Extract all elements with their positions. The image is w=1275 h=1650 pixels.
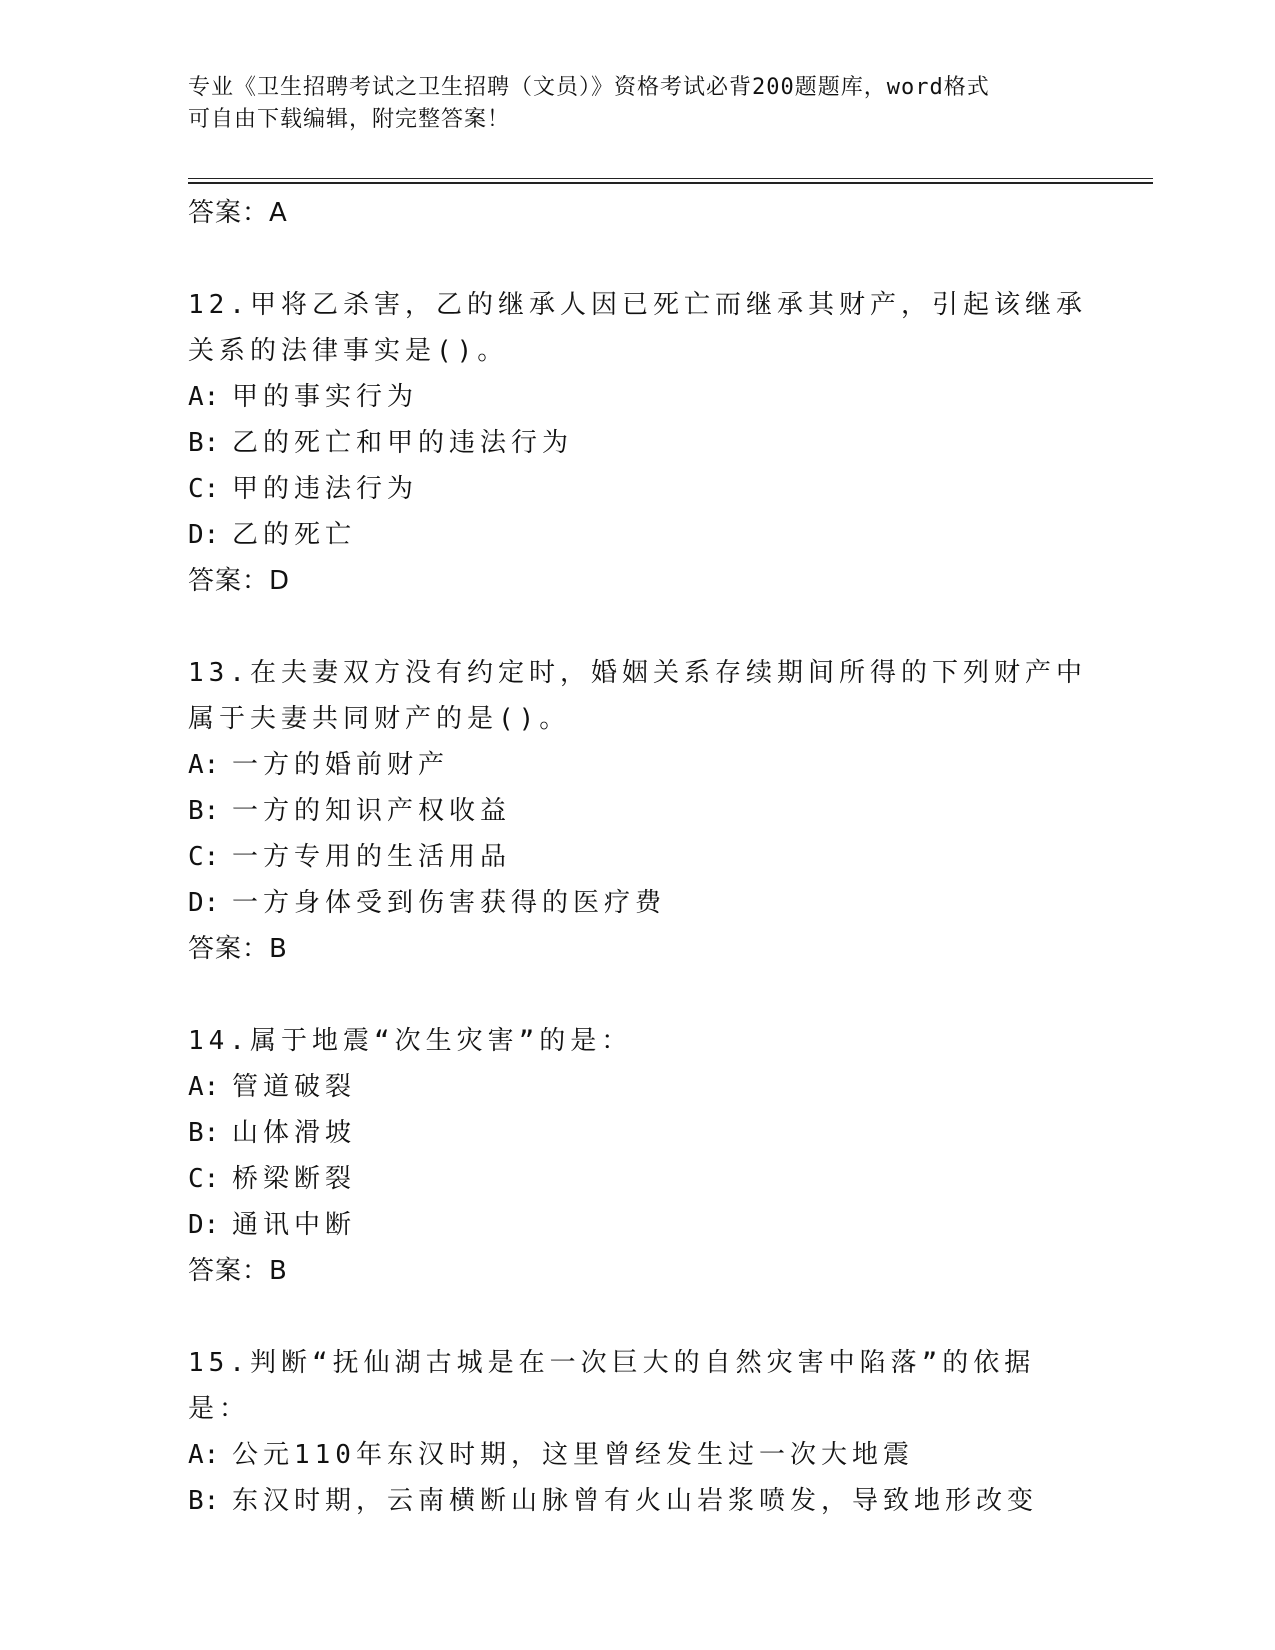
option-letter: B:: [188, 1486, 220, 1516]
question-item: [188, 1018, 1088, 1294]
option-text: 一方专用的生活用品: [232, 842, 512, 872]
option-text: 管道破裂: [232, 1072, 357, 1102]
option-a: [188, 1432, 1088, 1478]
option-c: [188, 834, 1088, 880]
option-b: [188, 1110, 1088, 1156]
option-letter: B:: [188, 1118, 220, 1148]
header-line-1: 专业《卫生招聘考试之卫生招聘（文员）》资格考试必背200题题库，word格式: [188, 75, 990, 100]
option-text: 一方的婚前财产: [232, 750, 450, 780]
option-letter: A:: [188, 1072, 220, 1102]
header-line-2: 可自由下载编辑，附完整答案！: [188, 107, 511, 132]
option-letter: A:: [188, 1440, 220, 1470]
option-b: [188, 420, 1088, 466]
question-item: [188, 282, 1088, 604]
question-item: [188, 650, 1088, 972]
option-letter: D:: [188, 520, 220, 550]
option-text: 一方的知识产权收益: [232, 796, 512, 826]
question-stem: 13.在夫妻双方没有约定时，婚姻关系存续期间所得的下列财产中属于夫妻共同财产的是()。: [188, 658, 1087, 734]
question-stem: 14.属于地震“次生灾害”的是：: [188, 1026, 633, 1056]
option-text: 甲的事实行为: [232, 382, 419, 412]
option-letter: C:: [188, 474, 220, 504]
option-letter: A:: [188, 382, 220, 412]
answer-line: 答案：B: [188, 934, 288, 964]
option-text: 一方身体受到伤害获得的医疗费: [232, 888, 667, 918]
option-a: [188, 742, 1088, 788]
option-text: 桥梁断裂: [232, 1164, 357, 1194]
option-text: 通讯中断: [232, 1210, 357, 1240]
header-divider-thin: [188, 178, 1153, 179]
option-letter: D:: [188, 888, 220, 918]
option-text: 乙的死亡和甲的违法行为: [232, 428, 574, 458]
option-text: 公元110年东汉时期，这里曾经发生过一次大地震: [232, 1440, 914, 1470]
question-item: [188, 1340, 1088, 1524]
option-text: 东汉时期，云南横断山脉曾有火山岩浆喷发，导致地形改变: [232, 1486, 1039, 1516]
option-d: [188, 1202, 1088, 1248]
option-letter: C:: [188, 842, 220, 872]
option-c: [188, 466, 1088, 512]
option-a: [188, 374, 1088, 420]
answer-line: 答案：D: [188, 566, 291, 596]
option-d: [188, 880, 1088, 926]
header-divider-thick: [188, 182, 1153, 184]
option-letter: D:: [188, 1210, 220, 1240]
option-letter: A:: [188, 750, 220, 780]
document-header: [188, 72, 1088, 136]
option-letter: B:: [188, 428, 220, 458]
question-stem: 15.判断“抚仙湖古城是在一次巨大的自然灾害中陷落”的依据是：: [188, 1348, 1036, 1424]
option-text: 乙的死亡: [232, 520, 357, 550]
option-letter: C:: [188, 1164, 220, 1194]
option-text: 甲的违法行为: [232, 474, 419, 504]
question-stem: 12.甲将乙杀害，乙的继承人因已死亡而继承其财产，引起该继承关系的法律事实是()。: [188, 290, 1087, 366]
answer-line: 答案：A: [188, 198, 288, 228]
option-text: 山体滑坡: [232, 1118, 357, 1148]
option-c: [188, 1156, 1088, 1202]
option-a: [188, 1064, 1088, 1110]
question-list: [188, 190, 1088, 1570]
option-b: [188, 1478, 1088, 1524]
option-d: [188, 512, 1088, 558]
answer-line: 答案：B: [188, 1256, 288, 1286]
option-letter: B:: [188, 796, 220, 826]
option-b: [188, 788, 1088, 834]
